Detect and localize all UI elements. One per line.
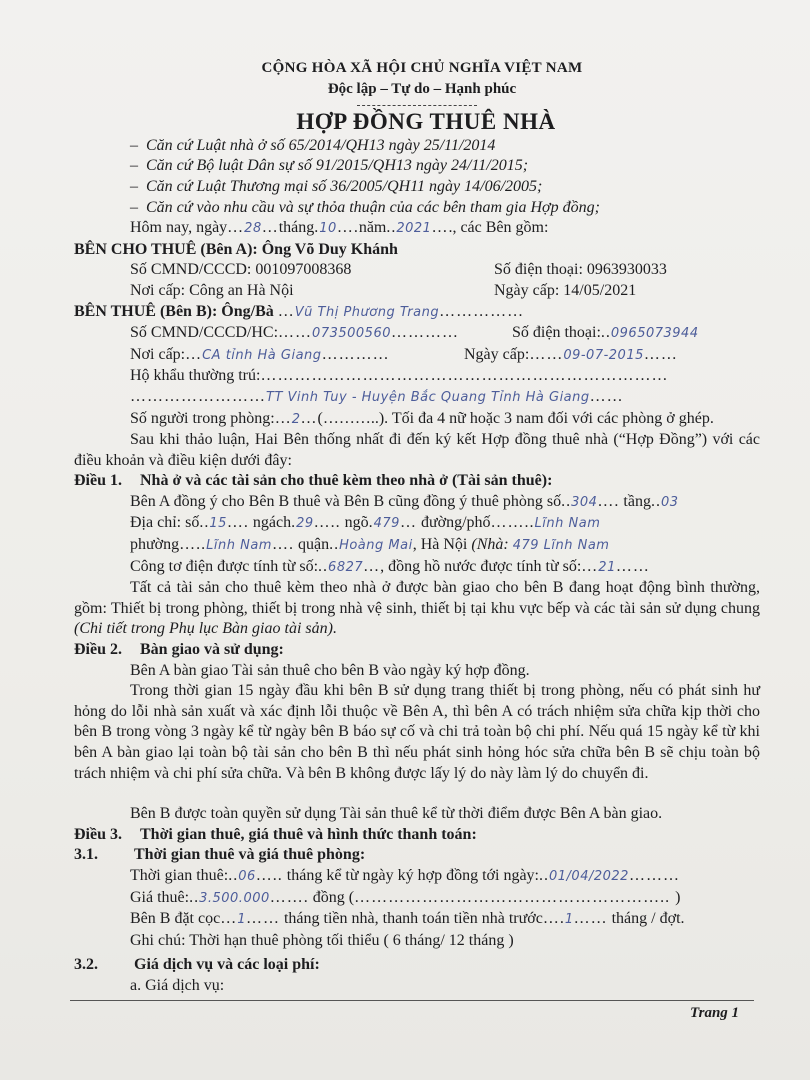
- contract-body: [74, 58, 760, 997]
- section-3-2-heading: 3.2. Giá dịch vụ và các loại phí:: [74, 956, 320, 974]
- party-a-issue-row: Nơi cấp: Công an Hà Nội Ngày cấp: 14/05/2021: [130, 281, 637, 299]
- party-b-residence: TT Vinh Tuy - Huyện Bắc Quang Tỉnh Hà Giang: [266, 389, 590, 405]
- party-b-id-row: Số CMND/CCCD/HC:……073500560………… Số điện thoại:..0965073944: [130, 324, 699, 342]
- article-1-ward-row: phường…..Lĩnh Nam…. quận..Hoàng Mai, Hà Nội (Nhà: 479 Lĩnh Nam: [130, 536, 610, 554]
- section-3-1-heading: 3.1. Thời gian thuê và giá thuê phòng:: [74, 846, 366, 864]
- basis-item: – Căn cứ Luật nhà ở số 65/2014/QH13 ngày 25/11/2014: [130, 136, 496, 154]
- spacer: [74, 784, 760, 804]
- occupants-count: 2: [291, 411, 301, 427]
- article-1-assets: Tất cả tài sản cho thuê kèm theo nhà ở được bàn giao cho bên B đang hoạt động bình thường, gồm: Thiết bị trong phòng, thiết bị trong nhà vệ sinh, thiết bị tại khu vực bếp và các tài sản sử dụng chung (Chi tiết trong Phụ lục Bàn giao tài sản).: [74, 579, 760, 638]
- article-2-p3: Bên B được toàn quyền sử dụng Tài sản thuê kể từ thời điểm được Bên A bàn giao.: [130, 805, 663, 823]
- page-number: Trang 1: [690, 1005, 740, 1021]
- rent-term-row: Thời gian thuê:..06….. tháng kể từ ngày ký hợp đồng tới ngày:..01/04/2022………: [130, 866, 680, 884]
- basis-item: – Căn cứ vào nhu cầu và sự thỏa thuận của các bên tham gia Hợp đồng;: [130, 198, 600, 216]
- article-1-meter-row: Công tơ điện được tính từ số:..6827…, đồng hồ nước được tính từ số:…21……: [130, 557, 650, 575]
- contract-title: HỢP ĐỒNG THUÊ NHÀ: [296, 109, 556, 135]
- rent-note: Ghi chú: Thời hạn thuê phòng tối thiểu ( 6 tháng/ 12 tháng ): [130, 931, 514, 949]
- date-month: 10: [319, 221, 337, 237]
- room-number: 304: [571, 494, 598, 510]
- party-a-id-row: Số CMND/CCCD: 001097008368 Số điện thoại: 0963930033: [130, 261, 667, 279]
- basis-item: – Căn cứ Luật Thương mại số 36/2005/QH11 ngày 14/06/2005;: [130, 177, 543, 195]
- address-ward: Lĩnh Nam: [206, 538, 272, 554]
- date-day: 28: [244, 221, 262, 237]
- address-alley: 29: [296, 516, 314, 532]
- article-1-heading: Điều 1. Nhà ở và các tài sản cho thuê kèm theo nhà ở (Tài sản thuê):: [74, 472, 553, 490]
- party-b-issue-row: Nơi cấp:…CA tỉnh Hà Giang………… Ngày cấp:……09-07-2015……: [130, 345, 678, 363]
- party-b-id: 073500560: [312, 326, 391, 342]
- rent-price: 3.500.000: [199, 890, 270, 906]
- party-b-residence-value-row: ……………………TT Vinh Tuy - Huyện Bắc Quang Tỉnh Hà Giang……: [130, 387, 624, 405]
- party-b-heading-row: BÊN THUÊ (Bên B): Ông/Bà …Vũ Thị Phương Trang……………: [74, 302, 525, 320]
- legal-basis-list: [74, 136, 760, 218]
- agreement-paragraph: Sau khi thảo luận, Hai Bên thống nhất đi đến ký kết Hợp đồng thuê nhà (“Hợp Đồng”) với các điều khoản và điều kiện dưới đây:: [74, 431, 760, 469]
- article-2-p2: Trong thời gian 15 ngày đầu khi bên B sử dụng trang thiết bị trong phòng, nếu có phát sinh hư hỏng do lỗi nhà sản xuất và xác định lỗi thuộc về Bên A, thì bên A có trách nhiệm sửa chữa kịp thời cho bên B trong vòng 3 ngày kể từ ngày bên B báo sự cố và chi trả toàn bộ chi phí. Nếu quá 15 ngày kể từ khi bên A bàn giao lại toàn bộ tài sản cho bên B thì nếu phát sinh hỏng hóc sửa chữa bên B sẽ chịu toàn bộ trách nhiệm và chi phí sửa chữa. Và bên B không được lấy lý do này làm lý do chuyển đi.: [74, 682, 760, 782]
- national-title: CỘNG HÒA XÃ HỘI CHỦ NGHĨA VIỆT NAM: [261, 60, 583, 76]
- article-1-address-row: Địa chỉ: số..15…. ngách.29….. ngõ.479… đường/phố……..Lĩnh Nam: [130, 514, 601, 532]
- party-a-heading: BÊN CHO THUÊ (Bên A): Ông Võ Duy Khánh: [74, 240, 398, 258]
- service-price-item: a. Giá dịch vụ:: [130, 976, 225, 994]
- floor-number: 03: [660, 494, 679, 510]
- electric-meter: 6827: [328, 559, 364, 575]
- article-2-heading: Điều 2. Bàn giao và sử dụng:: [74, 641, 284, 659]
- party-b-name: Vũ Thị Phương Trang: [294, 304, 440, 320]
- address-street: Lĩnh Nam: [534, 516, 601, 532]
- water-meter: 21: [598, 559, 616, 575]
- date-line: Hôm nay, ngày…28…tháng.10….năm..2021…., các Bên gồm:: [130, 219, 549, 237]
- address-number: 15: [209, 516, 227, 532]
- house-address: 479 Lĩnh Nam: [512, 538, 610, 554]
- prepay-months: 1: [564, 912, 574, 928]
- party-b-phone: 0965073944: [610, 326, 699, 342]
- article-2-p1: Bên A bàn giao Tài sản thuê cho bên B vào ngày ký hợp đồng.: [130, 661, 530, 679]
- party-b-issue-date: 09-07-2015: [563, 347, 644, 363]
- header-divider: [357, 105, 477, 106]
- occupants-row: Số người trong phòng:…2…(………..). Tối đa 4 nữ hoặc 3 nam đối với các phòng ở ghép.: [130, 409, 714, 427]
- party-b-issuer: CA tỉnh Hà Giang: [202, 347, 322, 363]
- motto: Độc lập – Tự do – Hạnh phúc: [327, 80, 517, 97]
- address-lane: 479: [373, 516, 400, 532]
- article-3-heading: Điều 3. Thời gian thuê, giá thuê và hình thức thanh toán:: [74, 825, 477, 843]
- footer-divider: [70, 1000, 754, 1001]
- rent-term-months: 06: [238, 868, 256, 884]
- rent-price-row: Giá thuê:..3.500.000……. đồng (……………………………………………….. ): [130, 888, 682, 906]
- article-1-room-row: Bên A đồng ý cho Bên B thuê và Bên B cũng đồng ý thuê phòng số..304…. tầng..03: [130, 492, 679, 510]
- address-district: Hoàng Mai: [339, 538, 413, 554]
- party-b-residence-row: Hộ khẩu thường trú:………………………………………………………………: [130, 367, 669, 385]
- date-year: 2021: [396, 221, 432, 237]
- basis-item: – Căn cứ Bộ luật Dân sự số 91/2015/QH13 ngày 24/11/2015;: [130, 157, 529, 175]
- deposit-months: 1: [237, 912, 246, 928]
- rent-end-date: 01/04/2022: [549, 868, 629, 884]
- deposit-row: Bên B đặt cọc…1…… tháng tiền nhà, thanh toán tiền nhà trước….1…… tháng / đợt.: [130, 910, 685, 928]
